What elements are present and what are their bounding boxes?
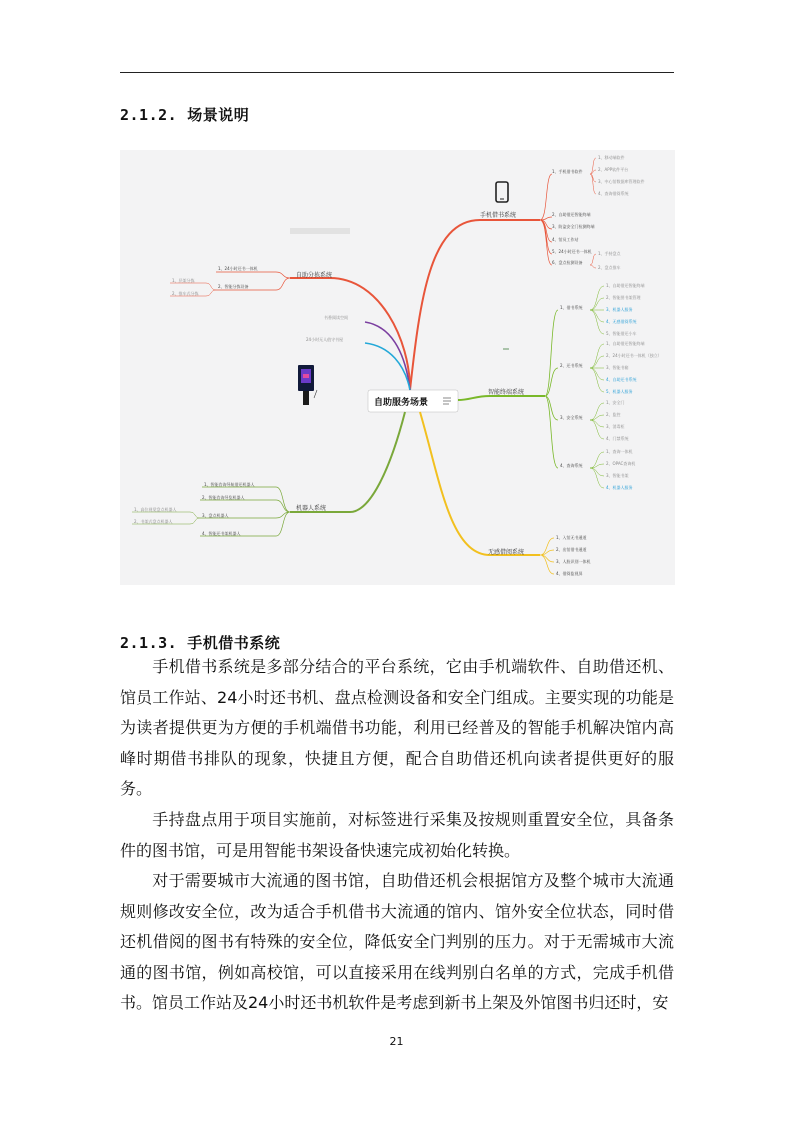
- branch-reading-label: 书香阅读空间: [324, 315, 348, 320]
- phone-item-3: 3、防盗安全门检测终端: [552, 224, 595, 229]
- branch-line-reading: [365, 322, 410, 390]
- phone-sub6-lines: [590, 254, 596, 268]
- smart-group-1: 1、借书系统: [560, 305, 583, 310]
- smart-g3-item-4: 4、门禁系统: [606, 436, 629, 441]
- paragraph-1: [120, 652, 674, 805]
- blurred-placeholder-icon: [290, 228, 350, 234]
- sorting-item-2: 2、智能分拣设备: [218, 284, 249, 289]
- phone-item-2: 2、自助借还智能终端: [552, 212, 591, 217]
- branch-line-smart: [458, 396, 545, 400]
- section-title: 手机借书系统: [187, 634, 281, 652]
- mindmap-svg: [120, 150, 675, 585]
- section-title: 场景说明: [187, 106, 250, 124]
- paragraph-1-text: 手机借书系统是多部分结合的平台系统，它由手机端软件、自助借还机、馆员工作站、24小时还书机、盘点检测设备和安全门组成。主要实现的功能是为读者提供更为方便的手机端借书功能，利用已经普及的智能手机解决馆内高峰时期借书排队的现象，快捷且方便，配合自助借还机向读者提供更好的服务。: [120, 657, 674, 798]
- branch-robot-label: 机器人系统: [296, 505, 327, 512]
- paragraph-3-text: 对于需要城市大流通的图书馆，自助借还机会根据馆方及整个城市大流通规则修改安全位，改为适合手机借书大流通的馆内、馆外安全位状态，同时借还机借阅的图书有特殊的安全位，降低安全门判别的压力。对于无需城市大流通的图书馆，例如高校馆，可以直接采用在线判别白名单的方式，完成手机借书。: [120, 871, 674, 1012]
- smart-g4-item-1: 1、查询一体机: [606, 449, 633, 454]
- robot-item-3: 3、盘点机器人: [202, 513, 229, 518]
- smart-group-3: 3、安全系统: [560, 415, 583, 420]
- smart-g2-item-5: 5、机器人服务: [606, 389, 633, 394]
- section-number: 2.1.2.: [120, 106, 178, 124]
- robot-sub-1: 1、高位视觉盘点机器人: [134, 507, 177, 512]
- smart-g2-item-4: 4、自助还书系统: [606, 377, 637, 382]
- phone-sub6-2: 2、盘点推车: [598, 265, 621, 270]
- noninduct-item-2: 2、出馆借书通道: [556, 547, 587, 552]
- section-heading-2-1-3: [120, 632, 280, 653]
- smart-g2-item-3: 3、智能书箱: [606, 365, 629, 370]
- smart-g1-item-5: 5、智能借还小车: [606, 331, 637, 336]
- sorting-item-1: 1、24小时还书一体机: [218, 266, 258, 271]
- sorting-sub-2: 2、推车式分拣: [172, 291, 199, 296]
- smart-g3-lines: [590, 403, 604, 439]
- kiosk-image: [298, 365, 317, 405]
- phone-item-5: 5、24小时还书一体机: [552, 249, 592, 254]
- smart-group-2: 2、还书系统: [560, 363, 583, 368]
- branch-phone-label: 手机借书系统: [480, 212, 517, 219]
- smart-g4-item-4: 4、机器人服务: [606, 485, 633, 490]
- branch-smart-label: 智能终端系统: [488, 389, 525, 396]
- branch-sorting-label: 自助分拣系统: [296, 272, 333, 279]
- robot-item-4: 4、智能还书架机器人: [202, 531, 241, 536]
- phone-sub1-1: 1、移动端软件: [598, 155, 625, 160]
- smart-g3-item-2: 2、监控: [606, 412, 621, 417]
- robot-item-1: 1、智能咨询导航借还机器人: [204, 482, 255, 487]
- paragraph-2: [120, 805, 674, 866]
- paragraph-4-text: 馆员工作站及24小时还书机软件是考虑到新书上架及外馆图书归还时，安: [152, 993, 669, 1012]
- sorting-sub-1: 1、层架分拣: [172, 278, 195, 283]
- section-number: 2.1.3.: [120, 634, 178, 652]
- phone-sub1-2: 2、APP软件平台: [598, 167, 629, 172]
- phone-item-6: 6、盘点检测设备: [552, 260, 583, 265]
- smart-group-lines: [545, 310, 558, 468]
- smart-g1-item-3: 3、机器人服务: [606, 307, 633, 312]
- phone-sub-lines: [540, 174, 552, 265]
- phone-icon: [496, 182, 508, 202]
- smart-g4-item-3: 3、智能书架: [606, 473, 629, 478]
- section-heading-2-1-2: [120, 104, 249, 125]
- phone-sub1-4: 4、查询借阅系统: [598, 191, 629, 196]
- smart-g1-item-4: 4、无感借阅系统: [606, 319, 637, 324]
- noninduct-item-3: 3、人脸识别一体机: [556, 559, 591, 564]
- phone-sub1-3: 3、中心馆数据库管理软件: [598, 179, 645, 184]
- phone-sub1-lines: [590, 158, 596, 194]
- paragraph-4: [120, 988, 674, 1019]
- phone-sub6-1: 1、手持盘点: [598, 251, 621, 256]
- smart-g4-item-2: 2、OPAC查询机: [606, 461, 636, 466]
- robot-sub-2: 2、书架式盘点机器人: [134, 519, 173, 524]
- branch-line-phone: [410, 220, 540, 390]
- smart-g3-item-3: 3、消毒柜: [606, 424, 625, 429]
- noninduct-sub-lines: [540, 538, 554, 574]
- smart-g4-lines: [590, 452, 604, 488]
- smart-g1-lines: [590, 286, 604, 334]
- paragraph-2-text: 手持盘点用于项目实施前，对标签进行采集及按规则重置安全位，具备条件的图书馆，可是用智能书架设备快速完成初始化转换。: [120, 810, 674, 860]
- mindmap-figure: [120, 150, 675, 585]
- smart-group-4: 4、查询系统: [560, 463, 583, 468]
- robot-item-2: 2、智能咨询导览机器人: [202, 495, 245, 500]
- noninduct-item-4: 4、借阅监视屏: [556, 571, 583, 576]
- smart-g1-item-1: 1、自助借还智能终端: [606, 283, 645, 288]
- branch-line-noninduct: [420, 412, 540, 555]
- smart-g1-item-2: 2、智能图书架管理: [606, 295, 641, 300]
- header-rule: [120, 72, 674, 73]
- smart-g2-item-1: 1、自助借还智能终端: [606, 341, 645, 346]
- phone-item-1: 1、手机借书软件: [552, 169, 583, 174]
- phone-item-4: 4、馆员工作站: [552, 237, 579, 242]
- branch-24h-label: 24小时无人值守书屋: [306, 337, 344, 342]
- smart-g2-lines: [590, 344, 604, 392]
- branch-noninduct-label: 无感借阅系统: [488, 549, 525, 556]
- noninduct-item-1: 1、入馆无书通道: [556, 535, 587, 540]
- smart-g2-item-2: 2、24小时还书一体机（独立）: [606, 353, 662, 358]
- center-node-label: 自助服务场景: [374, 398, 429, 408]
- page-number: 21: [389, 1035, 404, 1048]
- branch-line-robot: [290, 412, 405, 512]
- smart-g3-item-1: 1、安全门: [606, 400, 625, 405]
